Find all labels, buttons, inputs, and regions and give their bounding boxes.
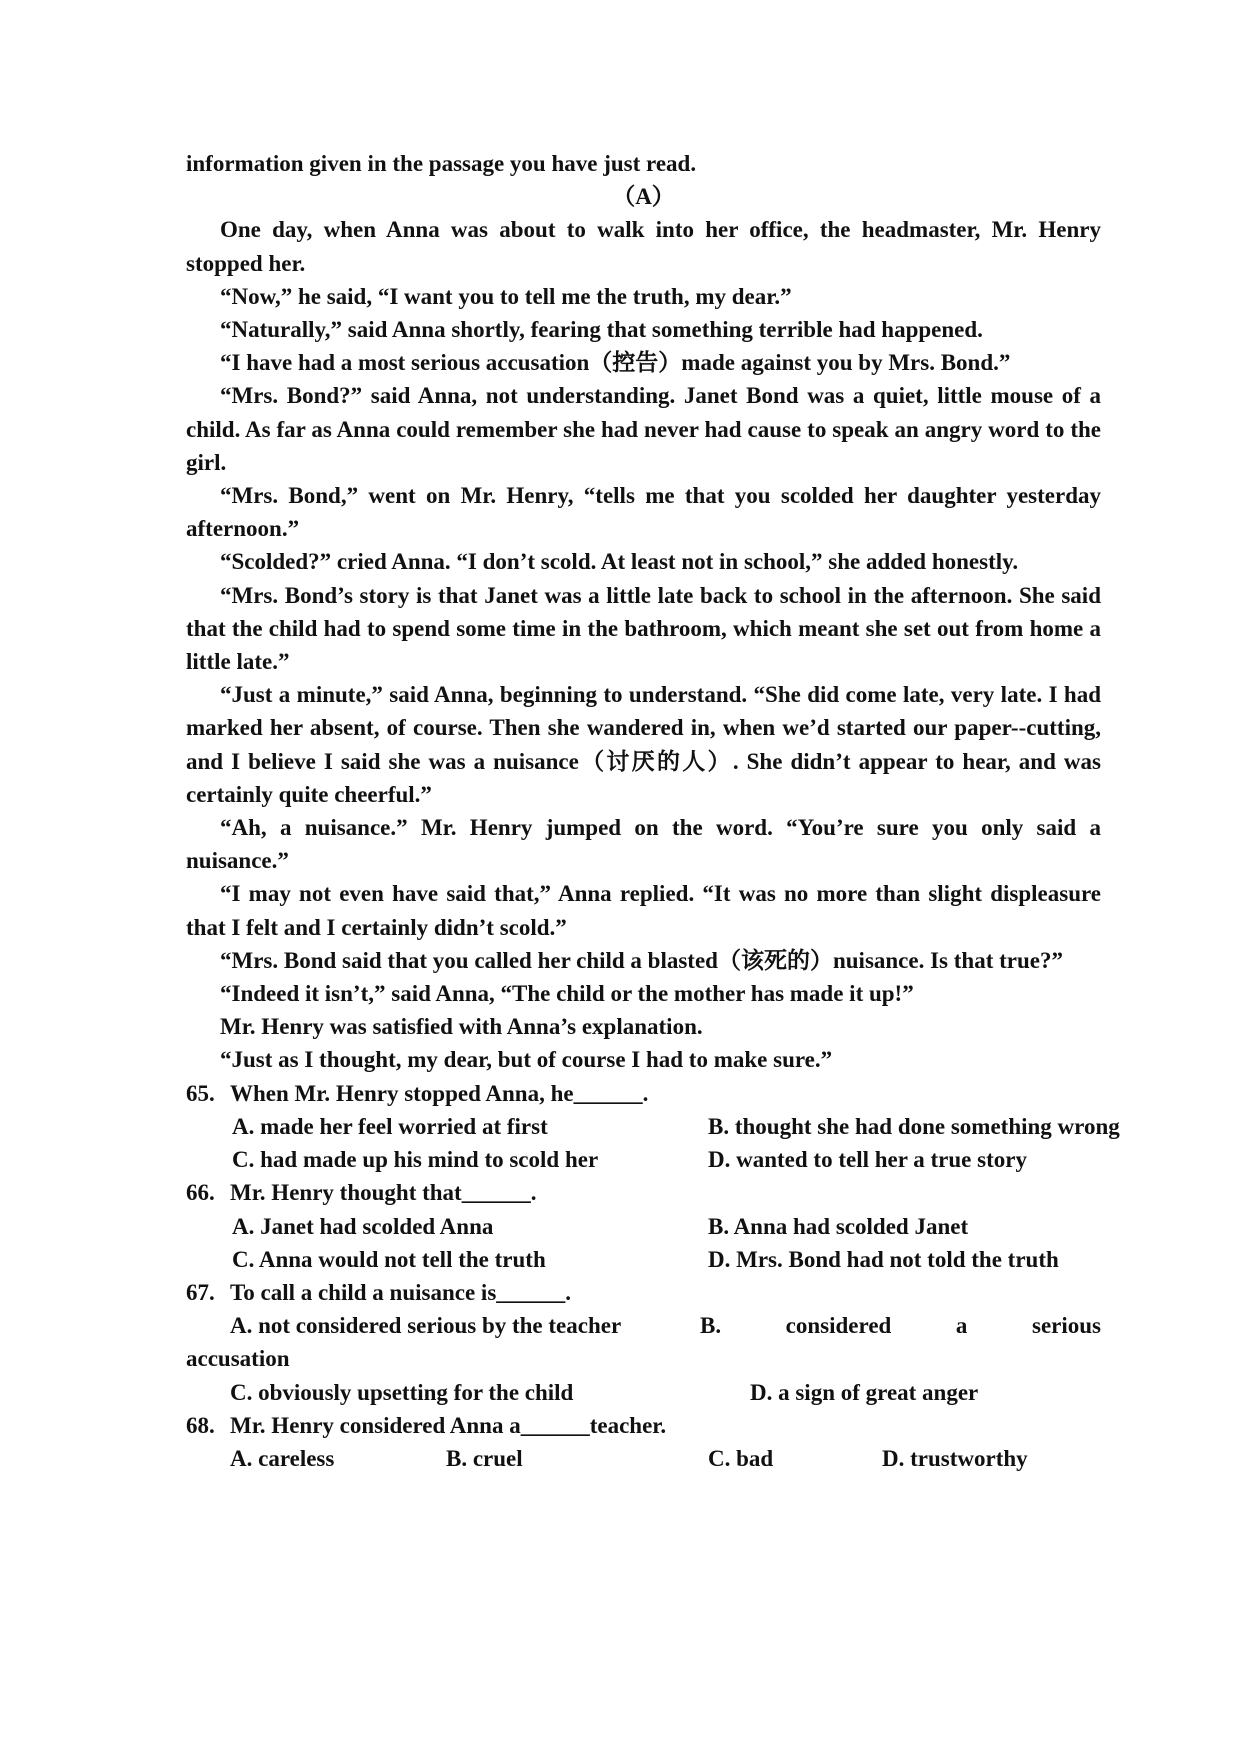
option-a[interactable]: A. careless [230,1445,335,1471]
option-c[interactable]: C. bad [708,1445,774,1471]
options [186,1210,1101,1276]
option-a[interactable]: A. not considered serious by the teacher [230,1313,622,1339]
passage-paragraph: “Naturally,” said Anna shortly, fearing that something terrible had happened. [220,317,983,343]
options [186,1442,1101,1475]
section-label: （A） [612,184,675,210]
passage-paragraph: “Mrs. Bond,” went on Mr. Henry, “tells me that you scolded her daughter yesterday afternoon.” [186,483,1101,542]
reading-section [186,147,1120,1475]
options-row-ab [186,1309,1101,1375]
option-d[interactable]: D. wanted to tell her a true story [708,1147,1027,1173]
option-b[interactable]: B. considered a serious accusation [186,1313,1101,1372]
passage-paragraph: “Mrs. Bond?” said Anna, not understanding. Janet Bond was a quiet, little mouse of a child. As far as Anna could remember she had never had cause to speak an angry word to the girl. [186,383,1101,475]
option-c[interactable]: C. obviously upsetting for the child [230,1379,574,1405]
passage-paragraph: “Scolded?” cried Anna. “I don’t scold. At least not in school,” she added honestly. [220,549,1019,575]
option-c[interactable]: C. had made up his mind to scold her [232,1147,599,1173]
question-number: 66. [186,1180,215,1206]
option-a[interactable]: A. Janet had scolded Anna [232,1213,494,1239]
question-stem [186,1276,1101,1309]
option-c[interactable]: C. Anna would not tell the truth [232,1246,546,1272]
intro-line: information given in the passage you have just read. [186,151,697,176]
option-b[interactable]: B. Anna had scolded Janet [708,1213,969,1239]
passage-paragraph: Mr. Henry was satisfied with Anna’s explanation. [220,1014,703,1040]
options [186,1309,1101,1409]
question-stem [186,1077,1101,1110]
passage-paragraph: “I have had a most serious accusation（控告）made against you by Mrs. Bond.” [220,350,1011,376]
question-text: When Mr. Henry stopped Anna, he______. [230,1080,649,1106]
option-d[interactable]: D. a sign of great anger [750,1379,979,1405]
question-stem [186,1176,1101,1209]
passage-paragraph: “Just as I thought, my dear, but of course I had to make sure.” [220,1047,833,1073]
question-68 [186,1409,1101,1475]
question-number: 67. [186,1279,215,1305]
passage-paragraph: “Indeed it isn’t,” said Anna, “The child or the mother has made it up!” [220,981,914,1007]
passage-paragraph: “Mrs. Bond’s story is that Janet was a little late back to school in the afternoon. She said that the child had to spend some time in the bathroom, which meant she set out from home a little late.” [186,582,1101,675]
passage-paragraph: “Mrs. Bond said that you called her child a blasted（该死的）nuisance. Is that true?” [220,947,1063,973]
option-b-text: B. thought she had done something wrong [708,1113,1120,1139]
option-b[interactable]: B. cruel [446,1445,523,1471]
option-d[interactable]: D. trustworthy [882,1445,1028,1471]
option-b[interactable] [708,1110,1241,1143]
question-text: To call a child a nuisance is______. [230,1279,572,1305]
passage-paragraph: “Ah, a nuisance.” Mr. Henry jumped on the word. “You’re sure you only said a nuisance.” [186,815,1101,874]
question-67 [186,1276,1101,1409]
passage-paragraph: “I may not even have said that,” Anna replied. “It was no more than slight displeasure that I felt and I certainly didn’t scold.” [186,881,1101,940]
passage-paragraph: One day, when Anna was about to walk into her office, the headmaster, Mr. Henry stopped her. [186,217,1101,276]
question-66 [186,1176,1101,1276]
passage [186,213,1101,1076]
options-row-cd [186,1376,1101,1409]
option-a[interactable]: A. made her feel worried at first [232,1113,548,1139]
question-text: Mr. Henry thought that______. [230,1180,537,1206]
question-number: 68. [186,1412,215,1438]
question-number: 65. [186,1080,215,1106]
question-stem [186,1409,1101,1442]
passage-paragraph: “Just a minute,” said Anna, beginning to understand. “She did come late, very late. I had marked her absent, of course. Then she wandered in, when we’d started our paper--cutting, and I believe I said she was a nuisance（讨厌的人）. She didn’t appear to hear, and was certainly quite cheerful.” [186,682,1101,807]
option-d[interactable]: D. Mrs. Bond had not told the truth [708,1246,1059,1272]
options [186,1110,1120,1176]
passage-paragraph: “Now,” he said, “I want you to tell me the truth, my dear.” [220,283,792,309]
question-text: Mr. Henry considered Anna a______teacher. [230,1412,667,1438]
question-65 [186,1077,1120,1177]
